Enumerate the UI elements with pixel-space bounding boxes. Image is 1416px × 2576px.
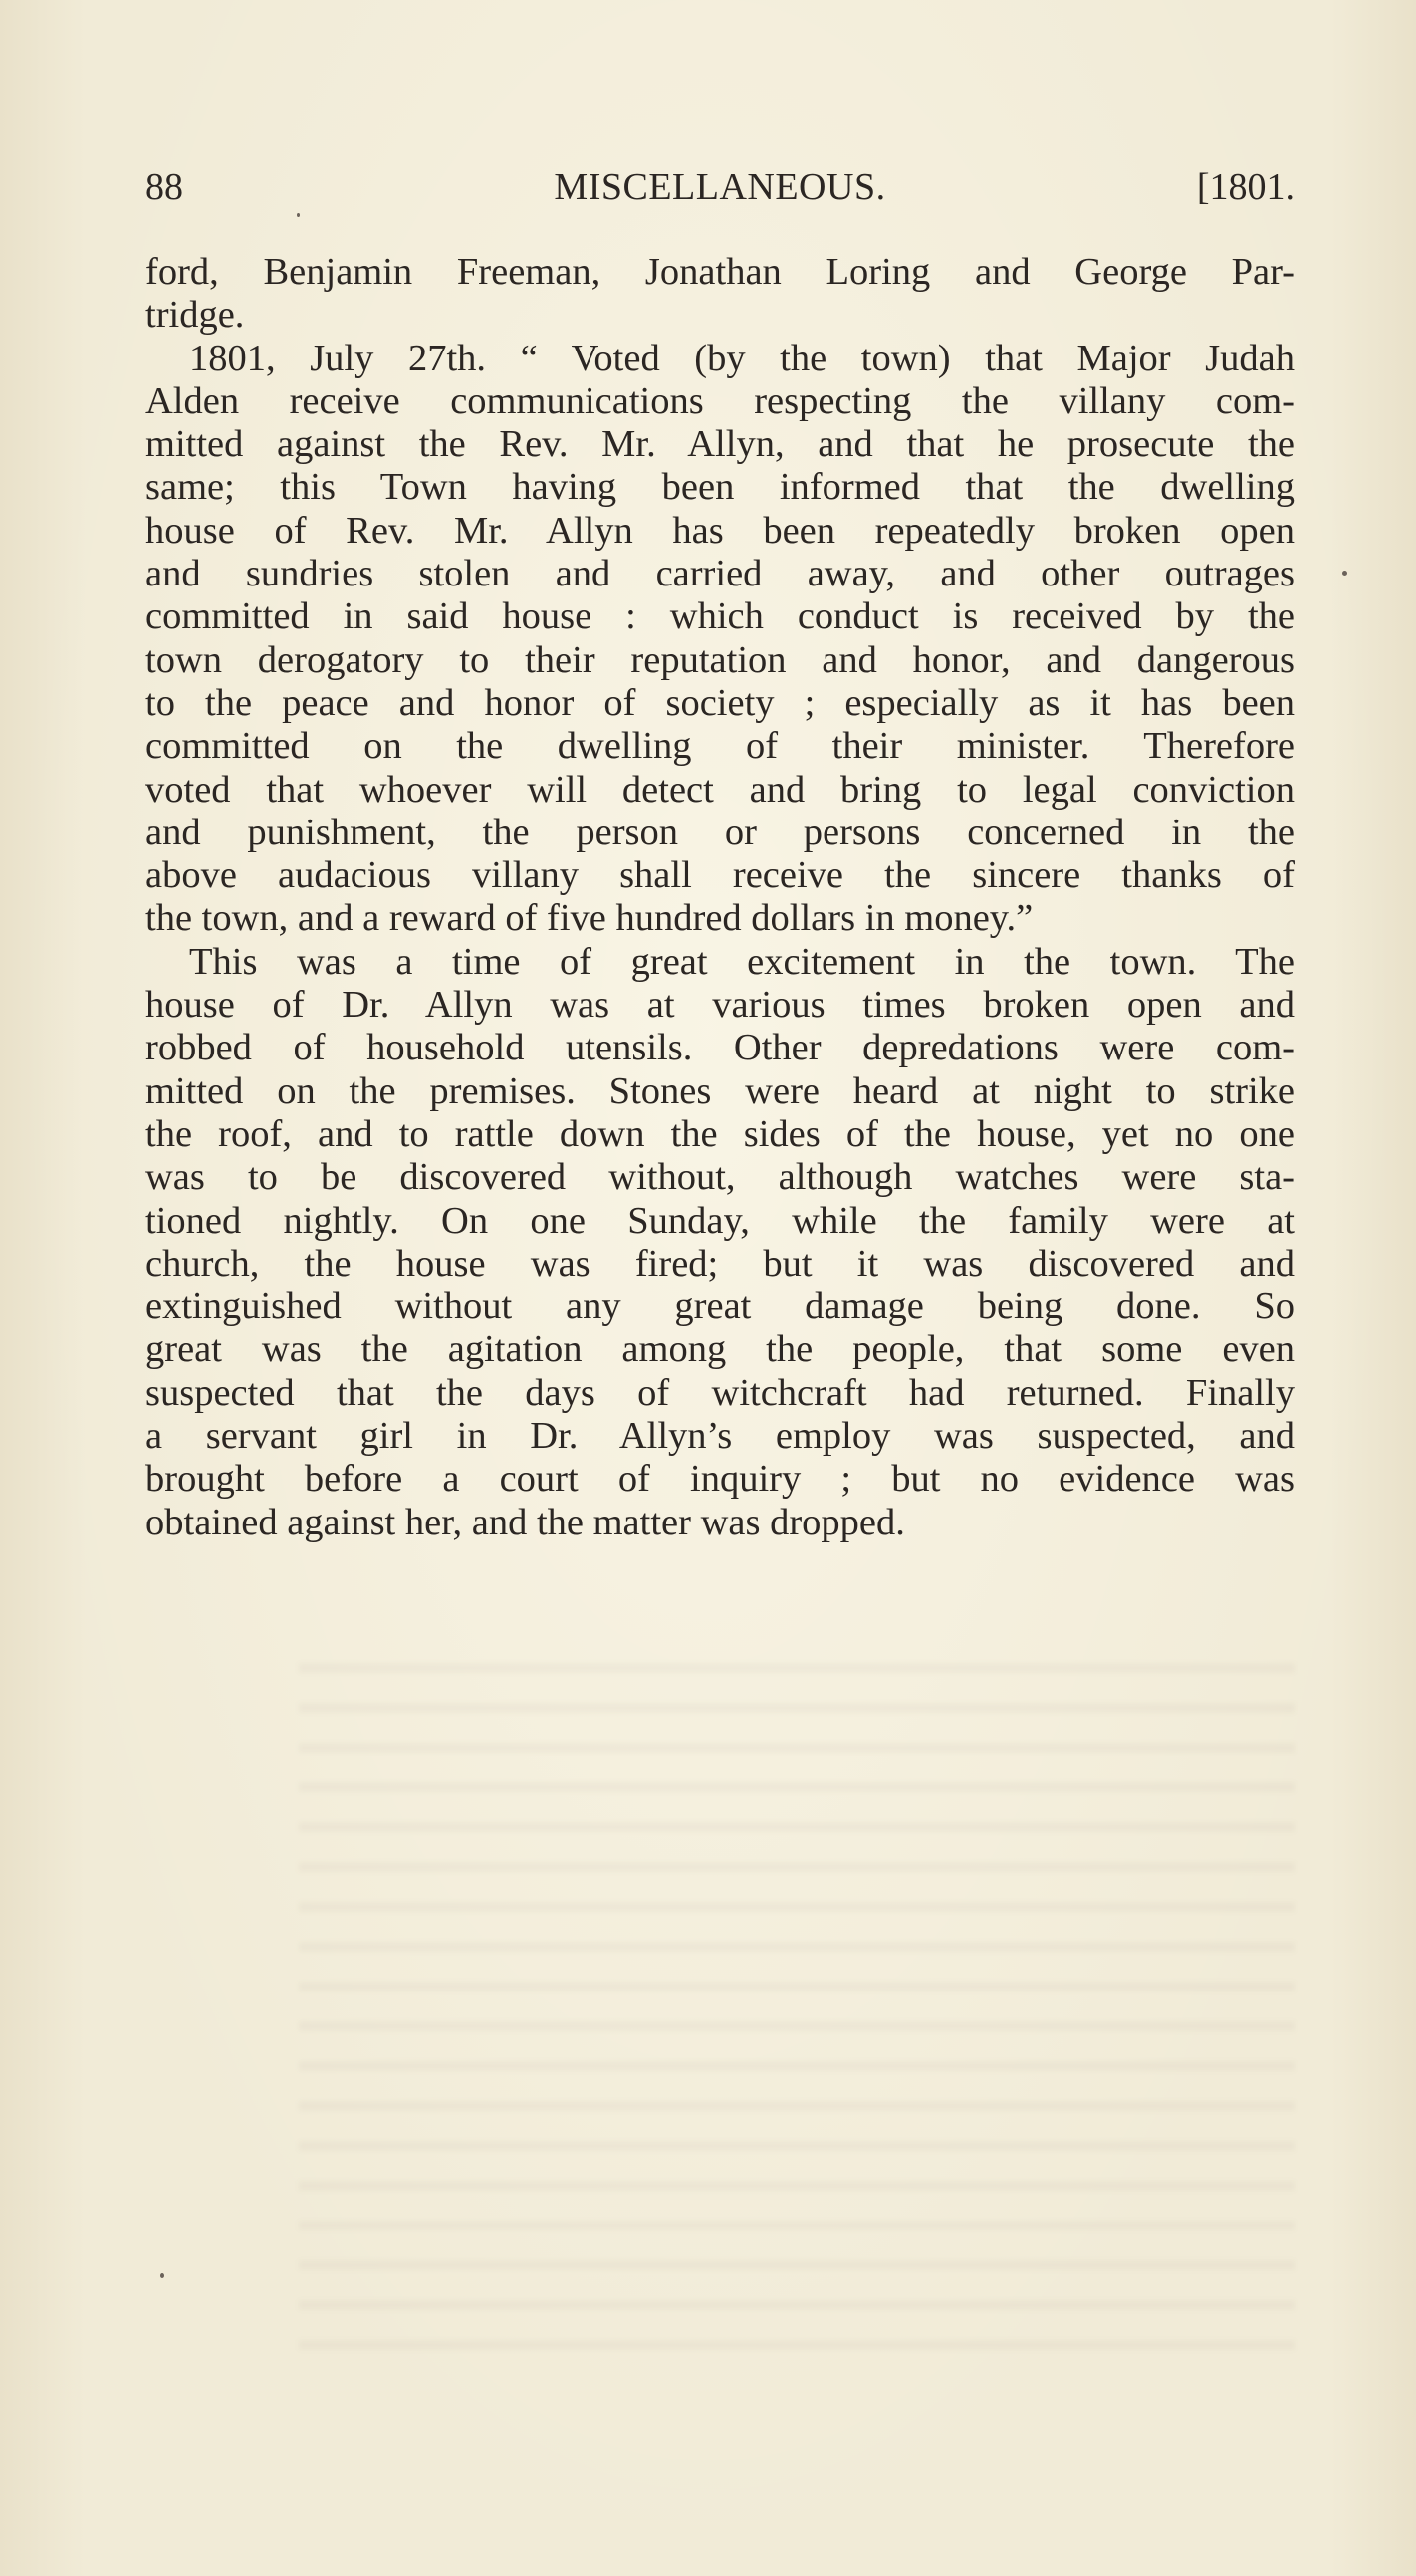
text-line: the town, and a reward of five hundred dollars in money.” [145,897,1034,940]
ink-speck [1342,571,1347,576]
text-line: a servant girl in Dr. Allyn’s employ was suspected, and [145,1415,1295,1458]
ink-speck [297,213,300,217]
text-line: suspected that the days of witchcraft had returned. Finally [145,1371,1295,1414]
text-line: 1801, July 27th. “ Voted (by the town) that Major Judah [189,337,1295,379]
text-line: above audacious villany shall receive the sincere thanks of [145,854,1295,897]
text-line: town derogatory to their reputation and honor, and dangerous [145,638,1295,681]
text-line: committed in said house : which conduct is received by the [145,595,1295,638]
text-line: church, the house was fired; but it was discovered and [145,1242,1295,1285]
text-line: extinguished without any great damage being done. So [145,1286,1295,1328]
text-line: This was a time of great excitement in the town. The [189,940,1295,983]
text-line: committed on the dwelling of their minister. Therefore [145,725,1295,768]
show-through-texture [299,1633,1295,2350]
text-line: to the peace and honor of society ; especially as it has been [145,681,1295,724]
running-head [145,159,1295,215]
text-line: obtained against her, and the matter was dropped. [145,1501,905,1543]
text-line: mitted against the Rev. Mr. Allyn, and that he prosecute the [145,423,1295,466]
running-head-year: [1801. [1196,166,1295,208]
text-line: robbed of household utensils. Other depredations were com- [145,1027,1295,1069]
body-text [145,251,1295,1544]
text-line: ford, Benjamin Freeman, Jonathan Loring and George Par- [145,251,1295,293]
text-line: same; this Town having been informed that the dwelling [145,466,1295,509]
text-line: voted that whoever will detect and bring to legal conviction [145,768,1295,811]
running-head-title: MISCELLANEOUS. [554,166,886,208]
text-line: tioned nightly. On one Sunday, while the family were at [145,1199,1295,1242]
text-line: was to be discovered without, although watches were sta- [145,1156,1295,1199]
text-line: house of Dr. Allyn was at various times broken open and [145,984,1295,1027]
ink-speck [160,2273,164,2278]
text-line: and punishment, the person or persons concerned in the [145,811,1295,853]
text-line: house of Rev. Mr. Allyn has been repeatedly broken open [145,509,1295,552]
page-number: 88 [145,166,183,208]
text-line: the roof, and to rattle down the sides of the house, yet no one [145,1112,1295,1155]
text-line: and sundries stolen and carried away, and other outrages [145,553,1295,595]
text-line: great was the agitation among the people, that some even [145,1328,1295,1371]
text-line: Alden receive communications respecting the villany com- [145,379,1295,422]
text-line: tridge. [145,294,245,337]
text-line: mitted on the premises. Stones were heard at night to strike [145,1069,1295,1112]
text-line: brought before a court of inquiry ; but no evidence was [145,1458,1295,1501]
